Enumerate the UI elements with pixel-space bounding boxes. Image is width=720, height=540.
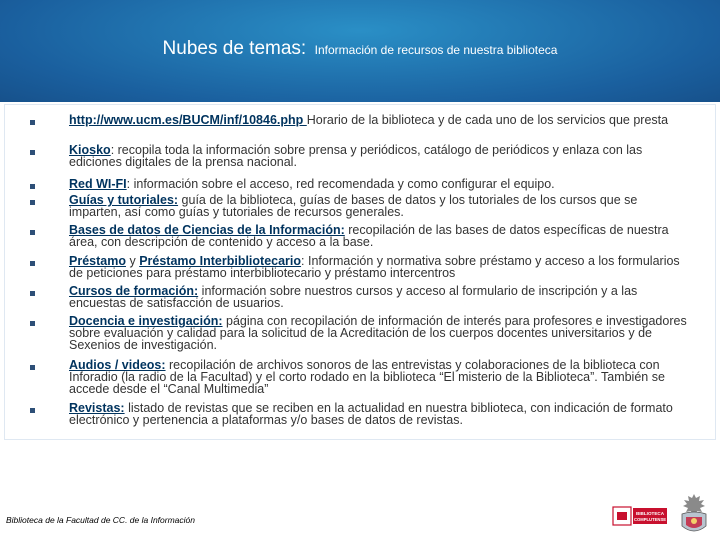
item-description: : recopila toda la información sobre prensa y periódicos, catálogo de periódicos y enlaza con las ediciones digitales de la prensa nacional.: [69, 143, 643, 169]
link-red-wifi[interactable]: Red WI-FI: [69, 177, 127, 191]
bullet-icon: [30, 261, 35, 266]
bullet-icon: [30, 291, 35, 296]
item-description: listado de revistas que se reciben en la actualidad en nuestra biblioteca, con indicación de formato electrónico y pertenencia a plataformas y/o bases de datos de revistas.: [69, 401, 673, 427]
item-text: [69, 285, 690, 309]
link-kiosko[interactable]: Kiosko: [69, 143, 111, 157]
logo-text-line1: BIBLIOTECA: [635, 511, 665, 516]
title-subtitle: Información de recursos de nuestra biblioteca: [314, 43, 558, 57]
item-description: recopilación de archivos sonoros de las entrevistas y colaboraciones de la biblioteca con Inforadio (la radio de la Facultad) y el corto rodado en la biblioteca “El misterio de la Biblioteca”. También se accede desde el “Canal Multimedia”: [69, 358, 665, 396]
university-seal-icon: [674, 492, 714, 536]
bullet-icon: [30, 408, 35, 413]
bullet-icon: [30, 321, 35, 326]
item-connector: y: [125, 254, 140, 268]
item-text: [69, 194, 690, 218]
item-text: [69, 359, 690, 395]
bullet-icon: [30, 200, 35, 205]
item-description: Horario de la biblioteca y de cada uno de los servicios que presta: [306, 113, 669, 127]
footer-text: Biblioteca de la Facultad de CC. de la Información: [6, 515, 195, 525]
link-audios-videos[interactable]: Audios / videos:: [69, 358, 166, 372]
link-prestamo-interbibliotecario[interactable]: Préstamo Interbibliotecario: [139, 254, 302, 268]
bullet-icon: [30, 150, 35, 155]
item-description: recopilación de las bases de datos específicas de nuestra área, con descripción de contenido y acceso a la base.: [69, 223, 669, 249]
item-text: [69, 315, 690, 351]
item-text: [69, 114, 690, 126]
link-horario[interactable]: http://www.ucm.es/BUCM/inf/10846.php: [69, 113, 307, 127]
link-cursos-formacion[interactable]: Cursos de formación:: [69, 284, 199, 298]
item-description: : información sobre el acceso, red recomendada y como configurar el equipo.: [126, 177, 555, 191]
item-description: información sobre nuestros cursos y acceso al formulario de inscripción y a las encuestas de satisfacción de usuarios.: [69, 284, 638, 310]
item-description: : Información y normativa sobre préstamo y acceso a los formularios de peticiones para préstamo interbibliotecario y préstamo intercentros: [69, 254, 680, 280]
bullet-icon: [30, 365, 35, 370]
logo-text-line2: COMPLUTENSE: [633, 517, 667, 522]
link-revistas[interactable]: Revistas:: [69, 401, 125, 415]
item-text: [69, 144, 690, 168]
link-guias-tutoriales[interactable]: Guías y tutoriales:: [69, 193, 179, 207]
item-text: [69, 224, 690, 248]
title-main: Nubes de temas:: [162, 38, 307, 59]
slide-header: [0, 0, 720, 102]
item-text: [69, 178, 690, 190]
link-docencia-investigacion[interactable]: Docencia e investigación:: [69, 314, 223, 328]
header-title: [0, 38, 720, 60]
item-description: página con recopilación de información de interés para profesores e investigadores sobre evaluación y calidad para la solicitud de la Acreditación de los cuerpos docentes universitarios y de Sexenios de investigación.: [69, 314, 687, 352]
logo-book-icon: [617, 512, 627, 520]
item-text: [69, 255, 690, 279]
item-text: [69, 402, 690, 426]
bullet-icon: [30, 120, 35, 125]
bullet-icon: [30, 184, 35, 189]
bullet-icon: [30, 230, 35, 235]
item-description: guía de la biblioteca, guías de bases de datos y los tutoriales de los cursos que se imparten, así como guías y tutoriales de recursos generales.: [69, 193, 638, 219]
link-prestamo[interactable]: Préstamo: [69, 254, 126, 268]
link-bases-datos[interactable]: Bases de datos de Ciencias de la Información:: [69, 223, 345, 237]
seal-emblem: [691, 518, 697, 524]
biblioteca-complutense-logo: [612, 506, 668, 526]
